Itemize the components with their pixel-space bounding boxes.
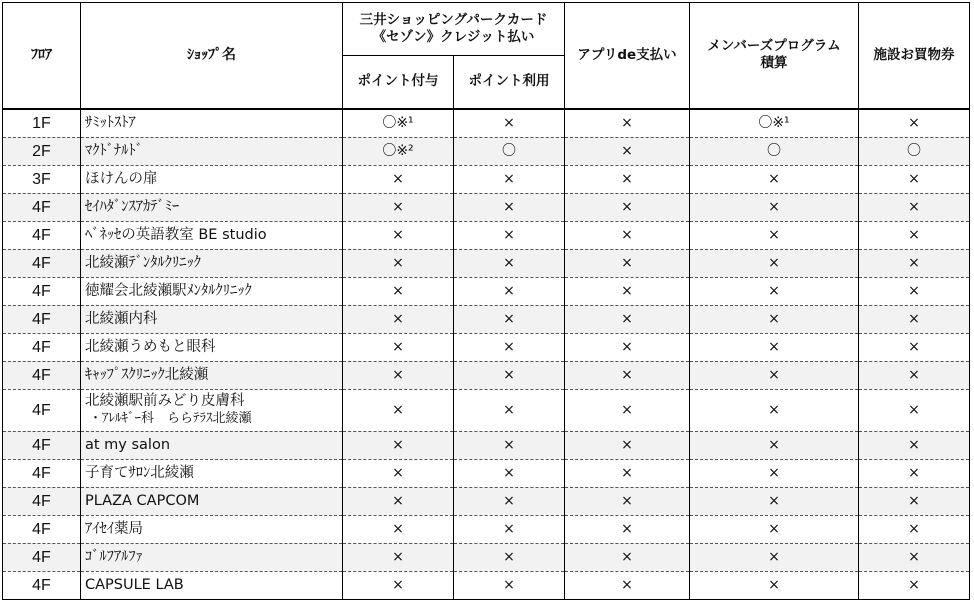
header-mitsui-card-line1: 三井ショッピングパークカード <box>359 12 548 28</box>
point-grant-cell: 〇※² <box>343 137 454 165</box>
floor-cell: 4F <box>3 459 81 487</box>
header-mitsui-card-line2: 《セゾン》クレジット払い <box>372 29 535 45</box>
app-pay-cell: × <box>565 165 690 193</box>
table-row <box>3 431 970 459</box>
floor-cell: 4F <box>3 361 81 389</box>
point-use-cell: × <box>454 277 565 305</box>
floor-cell: 4F <box>3 277 81 305</box>
app-pay-cell: × <box>565 137 690 165</box>
table-header <box>3 3 970 109</box>
shop-name-cell: 北綾瀬内科 <box>81 305 343 333</box>
header-mitsui-card <box>343 3 565 56</box>
shop-name-cell: at my salon <box>81 431 343 459</box>
floor-cell: 4F <box>3 487 81 515</box>
table-row <box>3 487 970 515</box>
point-grant-cell: × <box>343 515 454 543</box>
floor-cell: 4F <box>3 543 81 571</box>
point-grant-cell: × <box>343 459 454 487</box>
gift-cell: × <box>859 389 970 431</box>
app-pay-cell: × <box>565 305 690 333</box>
point-grant-cell: × <box>343 305 454 333</box>
app-pay-cell: × <box>565 109 690 138</box>
gift-cell: × <box>859 515 970 543</box>
point-use-cell: × <box>454 431 565 459</box>
table-body <box>3 109 970 600</box>
members-cell: 〇 <box>690 137 859 165</box>
point-use-cell: × <box>454 543 565 571</box>
floor-cell: 3F <box>3 165 81 193</box>
gift-cell: × <box>859 431 970 459</box>
table-row <box>3 221 970 249</box>
shop-name-cell: ｾｲﾊﾀﾞﾝｽｱｶﾃﾞﾐｰ <box>81 193 343 221</box>
app-pay-cell: × <box>565 221 690 249</box>
shop-name-cell: ﾏｸﾄﾞﾅﾙﾄﾞ <box>81 137 343 165</box>
point-use-cell: × <box>454 515 565 543</box>
shop-name-cell: 北綾瀬ﾃﾞﾝﾀﾙｸﾘﾆｯｸ <box>81 249 343 277</box>
table-row <box>3 389 970 431</box>
gift-cell: × <box>859 193 970 221</box>
shop-name-cell <box>81 389 343 431</box>
floor-cell: 4F <box>3 193 81 221</box>
table-row <box>3 571 970 599</box>
table-row <box>3 249 970 277</box>
point-use-cell: × <box>454 109 565 138</box>
point-grant-cell: × <box>343 165 454 193</box>
members-cell: × <box>690 389 859 431</box>
point-grant-cell: × <box>343 221 454 249</box>
app-pay-cell: × <box>565 487 690 515</box>
header-members-line2: 積算 <box>760 55 788 72</box>
members-cell: × <box>690 487 859 515</box>
header-shop-name: ｼｮｯﾌﾟ名 <box>81 3 343 109</box>
members-cell: × <box>690 333 859 361</box>
point-grant-cell: × <box>343 333 454 361</box>
members-cell: × <box>690 571 859 599</box>
shop-name-cell: ｷｬｯﾌﾟｽｸﾘﾆｯｸ北綾瀬 <box>81 361 343 389</box>
table-row <box>3 137 970 165</box>
floor-cell: 4F <box>3 305 81 333</box>
point-grant-cell: × <box>343 431 454 459</box>
point-use-cell: 〇 <box>454 137 565 165</box>
header-point-grant: ポイント付与 <box>343 56 454 109</box>
app-pay-cell: × <box>565 515 690 543</box>
shop-name-cell: PLAZA CAPCOM <box>81 487 343 515</box>
app-pay-cell: × <box>565 431 690 459</box>
app-pay-cell: × <box>565 193 690 221</box>
shop-name-cell: 子育てｻﾛﾝ北綾瀬 <box>81 459 343 487</box>
point-grant-cell: × <box>343 361 454 389</box>
table-row <box>3 515 970 543</box>
shop-table-container <box>2 2 970 600</box>
floor-cell: 4F <box>3 515 81 543</box>
shop-name-cell: ﾍﾞﾈｯｾの英語教室 BE studio <box>81 221 343 249</box>
header-members-line1: メンバーズプログラム <box>707 38 841 55</box>
table-row <box>3 305 970 333</box>
gift-cell: × <box>859 165 970 193</box>
members-cell: × <box>690 515 859 543</box>
gift-cell: × <box>859 305 970 333</box>
app-pay-cell: × <box>565 389 690 431</box>
floor-cell: 1F <box>3 109 81 138</box>
gift-cell: 〇 <box>859 137 970 165</box>
floor-cell: 4F <box>3 389 81 431</box>
table-row <box>3 109 970 138</box>
members-cell: × <box>690 221 859 249</box>
shop-name-cell: 北綾瀬うめもと眼科 <box>81 333 343 361</box>
point-grant-cell: × <box>343 277 454 305</box>
header-members-program <box>690 3 859 109</box>
shop-name-main: 北綾瀬駅前みどり皮膚科 <box>85 393 245 409</box>
shop-name-cell: ｱｲｾｲ薬局 <box>81 515 343 543</box>
point-grant-cell: × <box>343 389 454 431</box>
floor-cell: 4F <box>3 333 81 361</box>
point-use-cell: × <box>454 249 565 277</box>
floor-cell: 2F <box>3 137 81 165</box>
header-floor: ﾌﾛｱ <box>3 3 81 109</box>
gift-cell: × <box>859 571 970 599</box>
point-use-cell: × <box>454 487 565 515</box>
members-cell: × <box>690 249 859 277</box>
shop-name-cell: ｻﾐｯﾄｽﾄｱ <box>81 109 343 138</box>
table-row <box>3 333 970 361</box>
app-pay-cell: × <box>565 333 690 361</box>
header-app-payment: アプリde支払い <box>565 3 690 109</box>
floor-cell: 4F <box>3 431 81 459</box>
point-grant-cell: × <box>343 543 454 571</box>
point-use-cell: × <box>454 305 565 333</box>
point-use-cell: × <box>454 165 565 193</box>
floor-cell: 4F <box>3 249 81 277</box>
point-use-cell: × <box>454 333 565 361</box>
point-use-cell: × <box>454 361 565 389</box>
shop-name-cell: ほけんの扉 <box>81 165 343 193</box>
point-grant-cell: × <box>343 487 454 515</box>
table-row <box>3 361 970 389</box>
point-grant-cell: × <box>343 193 454 221</box>
app-pay-cell: × <box>565 249 690 277</box>
point-use-cell: × <box>454 221 565 249</box>
app-pay-cell: × <box>565 361 690 389</box>
shop-name-cell: 徳耀会北綾瀬駅ﾒﾝﾀﾙｸﾘﾆｯｸ <box>81 277 343 305</box>
members-cell: × <box>690 193 859 221</box>
point-use-cell: × <box>454 459 565 487</box>
members-cell: × <box>690 431 859 459</box>
header-point-use: ポイント利用 <box>454 56 565 109</box>
gift-cell: × <box>859 249 970 277</box>
shop-name-cell: CAPSULE LAB <box>81 571 343 599</box>
point-use-cell: × <box>454 193 565 221</box>
gift-cell: × <box>859 459 970 487</box>
members-cell: × <box>690 305 859 333</box>
point-use-cell: × <box>454 571 565 599</box>
table-row <box>3 277 970 305</box>
members-cell: 〇※¹ <box>690 109 859 138</box>
shop-payment-table <box>2 2 970 600</box>
gift-cell: × <box>859 277 970 305</box>
gift-cell: × <box>859 221 970 249</box>
point-grant-cell: 〇※¹ <box>343 109 454 138</box>
members-cell: × <box>690 459 859 487</box>
members-cell: × <box>690 361 859 389</box>
members-cell: × <box>690 277 859 305</box>
gift-cell: × <box>859 543 970 571</box>
app-pay-cell: × <box>565 543 690 571</box>
gift-cell: × <box>859 109 970 138</box>
table-row <box>3 543 970 571</box>
point-use-cell: × <box>454 389 565 431</box>
floor-cell: 4F <box>3 221 81 249</box>
table-row <box>3 459 970 487</box>
table-row <box>3 193 970 221</box>
point-grant-cell: × <box>343 571 454 599</box>
gift-cell: × <box>859 361 970 389</box>
header-gift-voucher: 施設お買物券 <box>859 3 970 109</box>
point-grant-cell: × <box>343 249 454 277</box>
shop-name-sub: ・ｱﾚﾙｷﾞｰ科 ららﾃﾗｽ北綾瀬 <box>89 411 252 426</box>
app-pay-cell: × <box>565 459 690 487</box>
members-cell: × <box>690 165 859 193</box>
floor-cell: 4F <box>3 571 81 599</box>
table-row <box>3 165 970 193</box>
app-pay-cell: × <box>565 571 690 599</box>
gift-cell: × <box>859 333 970 361</box>
members-cell: × <box>690 543 859 571</box>
app-pay-cell: × <box>565 277 690 305</box>
gift-cell: × <box>859 487 970 515</box>
shop-name-cell: ｺﾞﾙﾌｱﾙﾌｧ <box>81 543 343 571</box>
